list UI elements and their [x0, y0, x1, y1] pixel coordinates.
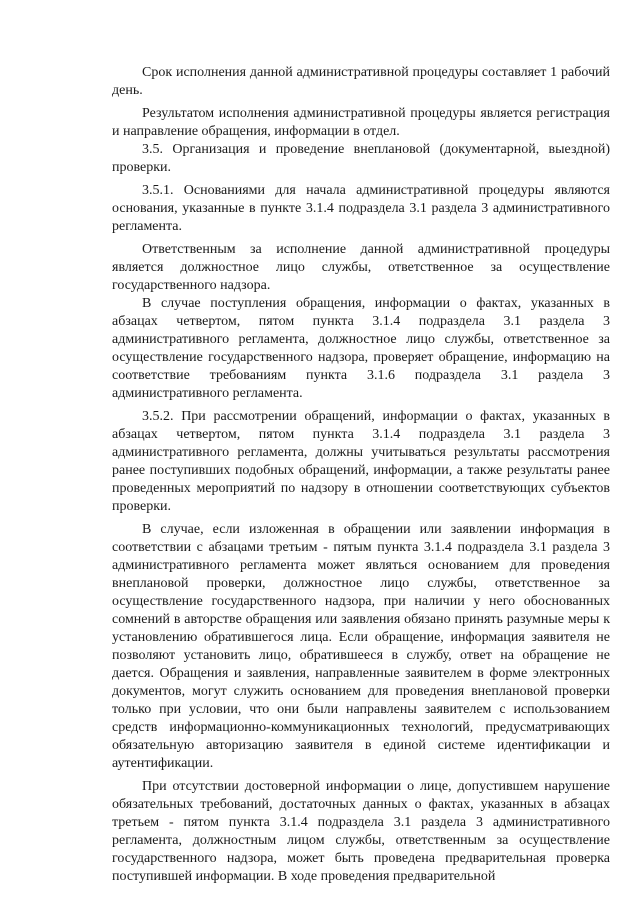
document-page — [112, 64, 610, 886]
paragraph-3-5-2: 3.5.2. При рассмотрении обращений, информации о фактах, указанных в абзацах четвертом, пятом пункта 3.1.4 подраздела 3.1 раздела 3 административного регламента, должны учитываться результаты рассмотрения ранее поступивших подобных обращений, информации, а также результаты ранее проведенных мероприятий по надзору в отношении соответствующих субъектов проверки. — [112, 409, 610, 514]
paragraph-receipt-case: В случае поступления обращения, информации о фактах, указанных в абзацах четвертом, пятом пункта 3.1.4 подраздела 3.1 раздела 3 административного регламента, должностное лицо службы, ответственное за осуществление государственного надзора, проверяет обращение, информацию на соответствие требованиям пункта 3.1.6 подраздела 3.1 раздела 3 административного регламента. — [112, 296, 610, 401]
paragraph-deadline: Срок исполнения данной административной процедуры составляет 1 рабочий день. — [112, 65, 610, 98]
paragraph-preliminary-check: При отсутствии достоверной информации о лице, допустившем нарушение обязательных требований, достаточных данных о фактах, указанных в абзацах третьем - пятом пункта 3.1.4 подраздела 3.1 раздела 3 административного регламента, должностным лицом службы, ответственным за осуществление государственного надзора, может быть проведена предварительная проверка поступившей информации. В ходе проведения предварительной — [112, 779, 610, 884]
paragraph-responsible: Ответственным за исполнение данной административной процедуры является должностное лицо службы, ответственное за осуществление государственного надзора. — [112, 242, 610, 293]
paragraph-3-5-1: 3.5.1. Основаниями для начала административной процедуры являются основания, указанные в пункте 3.1.4 подраздела 3.1 раздела 3 административного регламента. — [112, 183, 610, 234]
paragraph-authorship-doubt: В случае, если изложенная в обращении или заявлении информация в соответствии с абзацами третьим - пятым пункта 3.1.4 подраздела 3.1 раздела 3 административного регламента может являться основанием для проведения внеплановой проверки, должностное лицо службы, ответственное за осуществление государственного надзора, при наличии у него обоснованных сомнений в авторстве обращения или заявления обязано принять разумные меры к установлению обратившегося лица. Если обращение, информация заявителя не позволяют установить лицо, обратившееся в службу, ответ на обращение не дается. Обращения и заявления, направленные заявителем в форме электронных документов, могут служить основанием для проведения внеплановой проверки только при условии, что они были направлены заявителем с использованием средств информационно-коммуникационных технологий, предусматривающих обязательную авторизацию заявителя в единой системе идентификации и аутентификации. — [112, 522, 610, 771]
paragraph-result: Результатом исполнения административной процедуры является регистрация и направление обращения, информации в отдел. — [112, 106, 610, 139]
paragraph-section-3-5: 3.5. Организация и проведение внеплановой (документарной, выездной) проверки. — [112, 142, 610, 175]
